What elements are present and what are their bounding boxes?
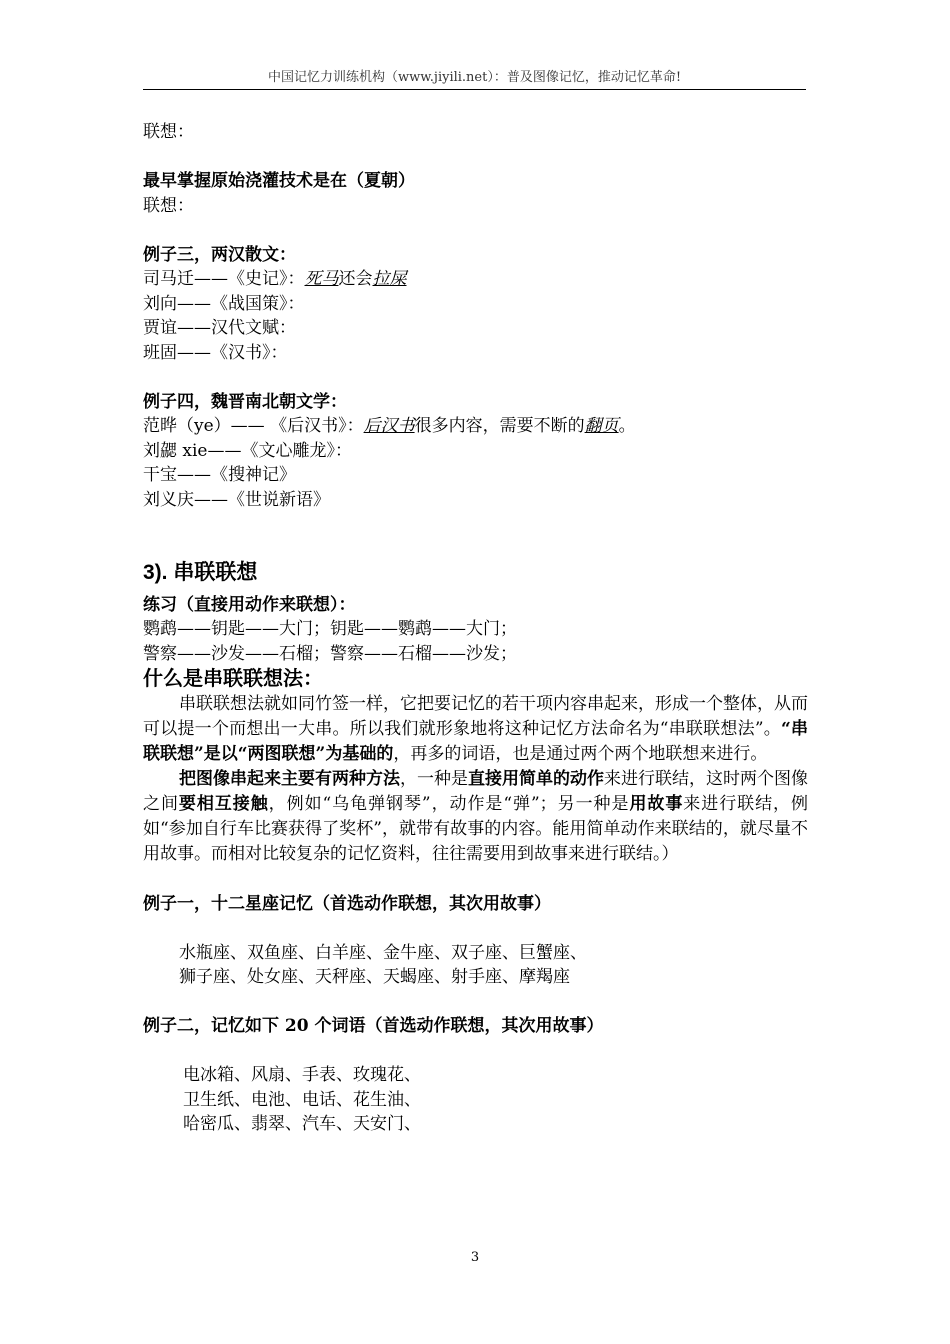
ex4-l1-end: 。	[618, 416, 636, 436]
ex4-l1-underline2: 翻页	[584, 416, 619, 436]
para2-bold-c: 直接用简单的动作	[468, 769, 604, 789]
ex4-l1-underline1: 后汉书	[363, 416, 415, 436]
words-line1: 电冰箱、风扇、手表、玫瑰花、	[183, 1065, 421, 1085]
example3-line3: 贾谊——汉代文赋：	[143, 318, 296, 338]
example4-line1	[143, 414, 808, 439]
para2-bold-g: 用故事	[629, 794, 684, 814]
para2-bold-a: 把图像串起来主要有两种方法	[179, 769, 400, 789]
what-is-title: 什么是串联联想法：	[143, 668, 323, 690]
ex4-l1-mid: 很多内容，需要不断的	[414, 416, 585, 436]
para1-text-c: ，再多的词语，也是通过两个两个地联想来进行。	[393, 744, 768, 764]
example4-line2: 刘勰 xie——《文心雕龙》：	[143, 440, 352, 461]
practice-title: 练习（直接用动作来联想）：	[143, 594, 356, 615]
ex3-l1-underline1: 死马	[304, 269, 339, 289]
para2-text-h: 来进行联结，例如“参加自行车比赛获得了奖杯”，就带有故事的内容。能用简单动作来联结的，就尽量不用故事。而相对比较复杂的记忆资料，往往需要用到故事来进行联结。）	[143, 794, 809, 864]
example3-line2: 刘向——《战国策》：	[143, 293, 305, 314]
para2-text-d: 来进行联结，这时两个图像之间	[143, 769, 808, 814]
ex4-l1-prefix: 范晔（ye）—— 《后汉书》：	[143, 416, 364, 436]
xiachao-title: 最早掌握原始浇灌技术是在（夏朝）	[143, 171, 415, 191]
para2-text-b: ，一种是	[400, 769, 468, 789]
para1-text-a: 串联联想法就如同竹签一样，它把要记忆的若干项内容串起来，形成一个整体，从而可以提一个而想出一大串。所以我们就形象地将这种记忆方法命名为“串联联想法”。	[143, 694, 808, 739]
para2-bold-e: 要相互接触	[178, 794, 269, 814]
ex3-l1-underline2: 拉屎	[372, 269, 407, 289]
zodiac-line2: 狮子座、处女座、天秤座、天蝎座、射手座、摩羯座	[179, 967, 570, 987]
example2-title: 例子二，记忆如下 20 个词语（首选动作联想，其次用故事）	[143, 1016, 604, 1036]
explanation-paragraph1	[143, 692, 808, 767]
example3-title: 例子三，两汉散文：	[143, 244, 296, 265]
section3-heading: 3). 串联联想	[143, 560, 258, 584]
ex3-l1-mid: 还会	[338, 269, 373, 289]
example4-line4: 刘义庆——《世说新语》	[143, 489, 330, 510]
ex3-l1-prefix: 司马迁——《史记》：	[143, 269, 305, 289]
explanation-paragraph2	[143, 767, 808, 867]
association-label: 联想：	[143, 122, 194, 142]
zodiac-line1: 水瓶座、双鱼座、白羊座、金牛座、双子座、巨蟹座、	[179, 942, 587, 963]
example4-title: 例子四，魏晋南北朝文学：	[143, 391, 347, 412]
practice-line2: 警察——沙发——石榴；警察——石榴——沙发；	[143, 643, 517, 664]
page-number: 3	[470, 1250, 480, 1265]
example1-title: 例子一，十二星座记忆（首选动作联想，其次用故事）	[143, 893, 551, 914]
example4-line3: 干宝——《搜神记》	[143, 465, 296, 485]
words-line2: 卫生纸、电池、电话、花生油、	[183, 1089, 421, 1110]
example3-line1	[143, 267, 808, 292]
page-content	[143, 120, 808, 1137]
para2-text-f: ，例如“乌龟弹钢琴”，动作是“弹”；另一种是	[268, 794, 630, 814]
words-line3: 哈密瓜、翡翠、汽车、天安门、	[183, 1114, 421, 1134]
example3-line4: 班固——《汉书》：	[143, 342, 288, 363]
xiachao-association: 联想：	[143, 195, 194, 216]
practice-line1: 鹦鹉——钥匙——大门；钥匙——鹦鹉——大门；	[143, 619, 517, 639]
page-header: 中国记忆力训练机构（www.jiyili.net）：普及图像记忆，推动记忆革命!	[143, 66, 806, 90]
para1-bold: “串联联想”是以“两图联想”为基础的	[143, 719, 808, 764]
